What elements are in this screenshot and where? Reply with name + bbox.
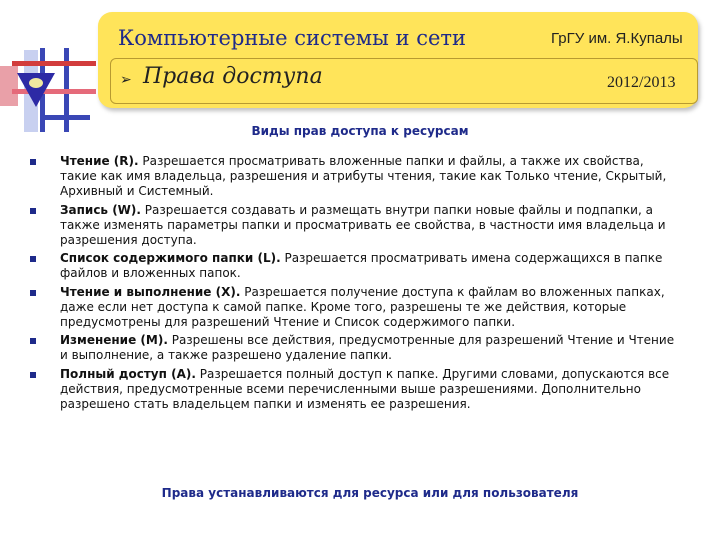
list-item xyxy=(28,154,678,200)
permission-description: Разрешается получение доступа к файлам во вложенных папках, даже если нет доступа к самой папке. Кроме того, разрешены те же действия, которые предусмотрены для разрешений Чтение и Список содержимого папки. xyxy=(60,284,665,330)
permission-description: Разрешается просматривать вложенные папки и файлы, а также их свойства, такие как имя владельца, разрешения и атрибуты чтения, такие как Только чтение, Скрытый, Архивный и Системный. xyxy=(60,154,667,199)
list-item xyxy=(28,367,678,413)
footer-note: Права устанавливаются для ресурса или для пользователя xyxy=(161,486,579,500)
permission-description: Разрешается создавать и размещать внутри папки новые файлы и подпапки, а также изменять параметры папки и просматривать ее свойства, в частности имя владельца и разрешения доступа. xyxy=(60,202,666,248)
list-item xyxy=(28,203,678,249)
square-bullet-icon xyxy=(30,256,36,262)
list-item xyxy=(28,285,678,331)
university-name: ГрГУ им. Я.Купалы xyxy=(551,30,683,47)
permission-term: Полный доступ (A). xyxy=(60,366,196,381)
permissions-list xyxy=(28,154,678,415)
permission-description: Разрешается полный доступ к папке. Другими словами, допускаются все действия, предусмотренные всеми перечисленными выше разрешениями. Дополнительно разрешено стать владельцем папки и изменять ее разрешения. xyxy=(60,366,670,412)
square-bullet-icon xyxy=(30,208,36,214)
topic-title: Права доступа xyxy=(143,64,323,89)
list-item xyxy=(28,333,678,363)
academic-year: 2012/2013 xyxy=(607,74,676,91)
logo-decoration xyxy=(40,115,90,120)
arrow-right-icon: ➢ xyxy=(120,72,132,88)
list-item xyxy=(28,251,678,281)
emblem-detail xyxy=(29,78,43,88)
square-bullet-icon xyxy=(30,159,36,165)
permission-term: Чтение (R). xyxy=(60,154,139,168)
course-title: Компьютерные системы и сети xyxy=(118,26,467,50)
permission-term: Чтение и выполнение (X). xyxy=(60,284,241,299)
section-heading: Виды прав доступа к ресурсам xyxy=(251,124,469,138)
logo-decoration xyxy=(0,66,18,106)
permission-term: Запись (W). xyxy=(60,202,141,217)
square-bullet-icon xyxy=(30,372,36,378)
permission-description: Разрешается просматривать имена содержащихся в папке файлов и вложенных папок. xyxy=(60,251,663,281)
permission-term: Изменение (M). xyxy=(60,333,168,348)
square-bullet-icon xyxy=(30,290,36,296)
permission-description: Разрешены все действия, предусмотренные для разрешений Чтение и Чтение и выполнение, а также разрешено удаление папки. xyxy=(60,333,675,363)
square-bullet-icon xyxy=(30,338,36,344)
permission-term: Список содержимого папки (L). xyxy=(60,251,281,266)
logo-decoration xyxy=(12,61,96,66)
logo xyxy=(0,0,110,140)
